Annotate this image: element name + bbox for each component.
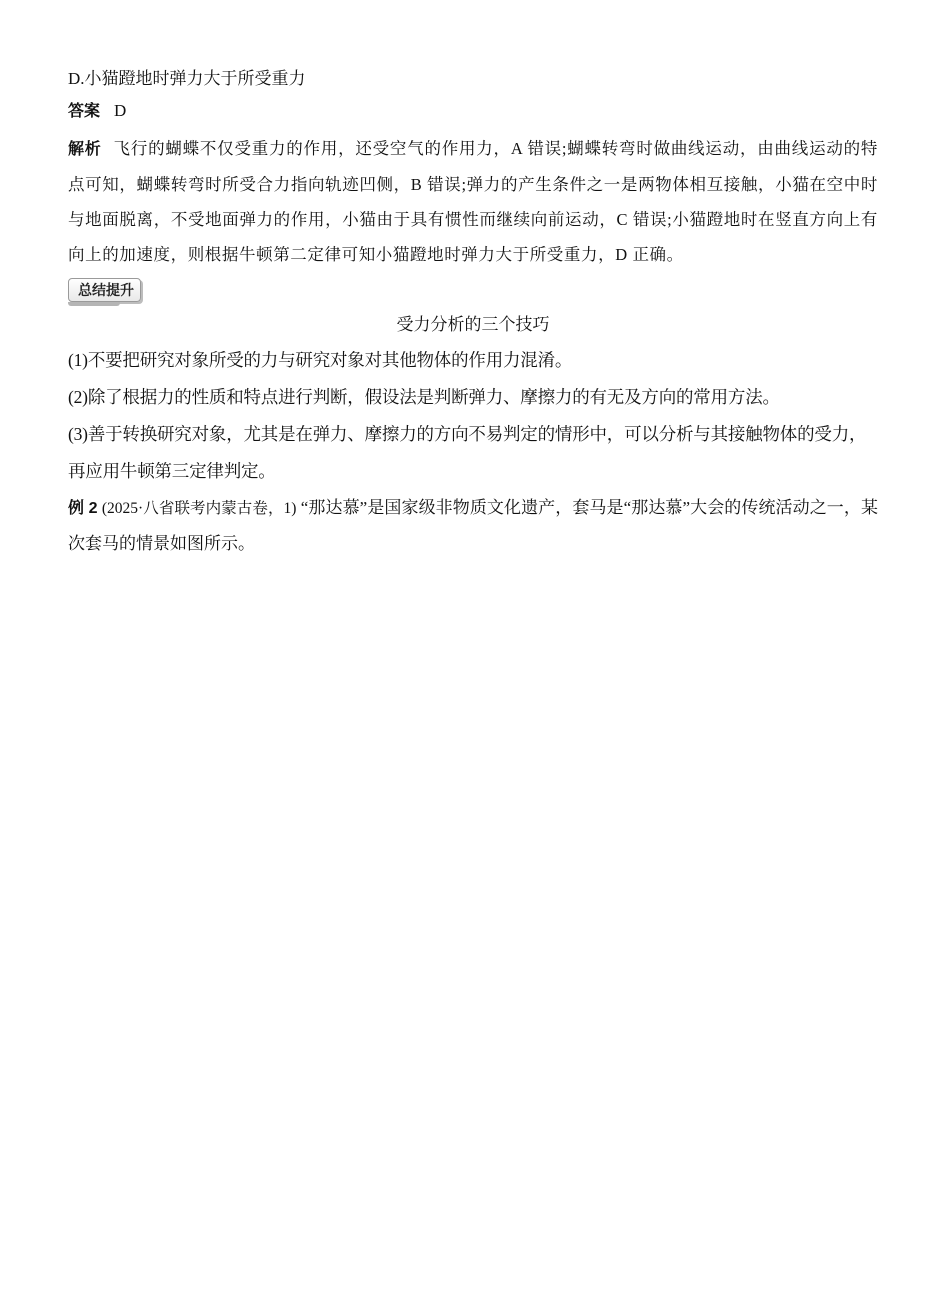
summary-badge-row <box>68 278 878 306</box>
example-source: (2025·八省联考内蒙古卷，1) <box>101 500 297 517</box>
answer-value: D <box>114 101 127 120</box>
analysis-text: 飞行的蝴蝶不仅受重力的作用，还受空气的作用力，A 错误;蝴蝶转弯时做曲线运动，由曲线运动的特点可知，蝴蝶转弯时所受合力指向轨迹凹侧，B 错误;弹力的产生条件之一是两物体相互接触，小猫在空中时与地面脱离，不受地面弹力的作用，小猫由于具有惯性而继续向前运动，C 错误;小猫蹬地时在竖直方向上有向上的加速度，则根据牛顿第二定律可知小猫蹬地时弹力大于所受重力，D 正确。 <box>68 139 878 264</box>
tip-number: (2) <box>68 387 88 407</box>
tip-text: 善于转换研究对象，尤其是在弹力、摩擦力的方向不易判定的情形中，可以分析与其接触物体的受力，再应用牛顿第三定律判定。 <box>68 424 867 481</box>
tip-number: (1) <box>68 350 88 370</box>
example-paragraph <box>68 490 878 561</box>
tip-item <box>68 416 878 490</box>
summary-badge: 总结提升 <box>68 278 141 302</box>
analysis-paragraph <box>68 131 878 272</box>
example-label: 例 2 <box>68 500 98 517</box>
tip-text: 除了根据力的性质和特点进行判断，假设法是判断弹力、摩擦力的有无及方向的常用方法。 <box>87 387 780 407</box>
tip-item <box>68 379 878 416</box>
example-text: “那达慕”是国家级非物质文化遗产，套马是“那达慕”大会的传统活动之一，某次套马的情景如图所示。 <box>68 498 878 553</box>
tip-text: 不要把研究对象所受的力与研究对象对其他物体的作用力混淆。 <box>87 350 573 370</box>
tip-number: (3) <box>68 424 88 444</box>
summary-title: 受力分析的三个技巧 <box>396 315 550 334</box>
tip-item <box>68 342 878 379</box>
answer-line <box>68 96 878 127</box>
answer-label: 答案 <box>68 103 101 120</box>
document-page <box>68 64 878 561</box>
option-d: D.小猫蹬地时弹力大于所受重力 <box>68 69 306 88</box>
analysis-label: 解析 <box>68 141 102 158</box>
